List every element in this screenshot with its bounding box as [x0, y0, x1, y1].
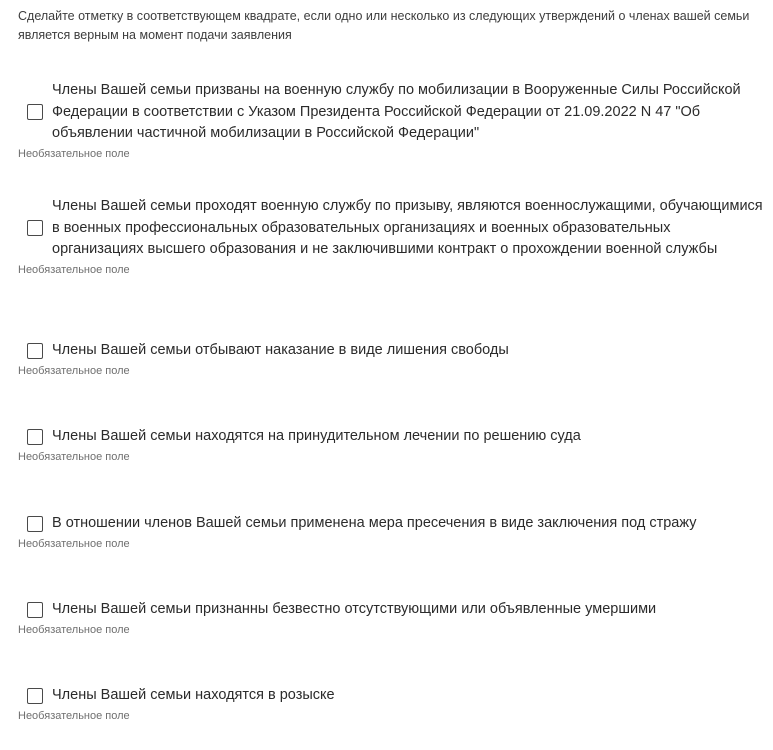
checkbox[interactable] [27, 688, 43, 704]
form-instructions: Сделайте отметку в соответствующем квадрате, если одно или несколько из следующих утверждений о членах вашей семьи является верным на момент подачи заявления [18, 9, 750, 42]
optional-field-hint: Необязательное поле [18, 364, 130, 377]
checkbox[interactable] [27, 429, 43, 445]
checkbox[interactable] [27, 343, 43, 359]
checkbox-label[interactable]: В отношении членов Вашей семьи применена мера пресечения в виде заключения под стражу [52, 515, 697, 531]
checkbox-item-wanted [18, 685, 763, 723]
optional-field-hint: Необязательное поле [18, 147, 130, 160]
checkbox-item-conscription [18, 196, 763, 277]
checkbox-label[interactable]: Члены Вашей семьи отбывают наказание в виде лишения свободы [52, 342, 509, 358]
checkbox-item-imprisonment [18, 340, 763, 378]
checkbox-label[interactable]: Члены Вашей семьи признанны безвестно отсутствующими или объявленные умершими [52, 601, 657, 617]
optional-field-hint: Необязательное поле [18, 623, 130, 636]
checkbox-item-missing-or-deceased [18, 599, 763, 637]
optional-field-hint: Необязательное поле [18, 709, 130, 722]
checkbox[interactable] [27, 602, 43, 618]
checkbox-label[interactable]: Члены Вашей семьи призваны на военную службу по мобилизации в Вооруженные Силы Российской Федерации в соответствии с Указом Президента Российской Федерации от 21.09.2022 N 47 "Об объявлении частичной мобилизации в Российской Федерации" [52, 82, 741, 141]
optional-field-hint: Необязательное поле [18, 450, 130, 463]
optional-field-hint: Необязательное поле [18, 537, 130, 550]
checkbox[interactable] [27, 516, 43, 532]
checkbox-label[interactable]: Члены Вашей семьи находятся в розыске [52, 687, 335, 703]
checkbox-item-custody [18, 513, 763, 551]
checkbox[interactable] [27, 220, 43, 236]
checkbox-label[interactable]: Члены Вашей семьи находятся на принудительном лечении по решению суда [52, 428, 581, 444]
checkbox-item-mobilization [18, 80, 763, 161]
checkbox-label[interactable]: Члены Вашей семьи проходят военную службу по призыву, являются военнослужащими, обучающимися в военных профессиональных образовательных организациях и военных образовательных организациях высшего образования и не заключившими контракт о прохождении военной службы [52, 198, 763, 257]
checkbox-item-compulsory-treatment [18, 426, 763, 464]
optional-field-hint: Необязательное поле [18, 263, 130, 276]
checkbox[interactable] [27, 104, 43, 120]
